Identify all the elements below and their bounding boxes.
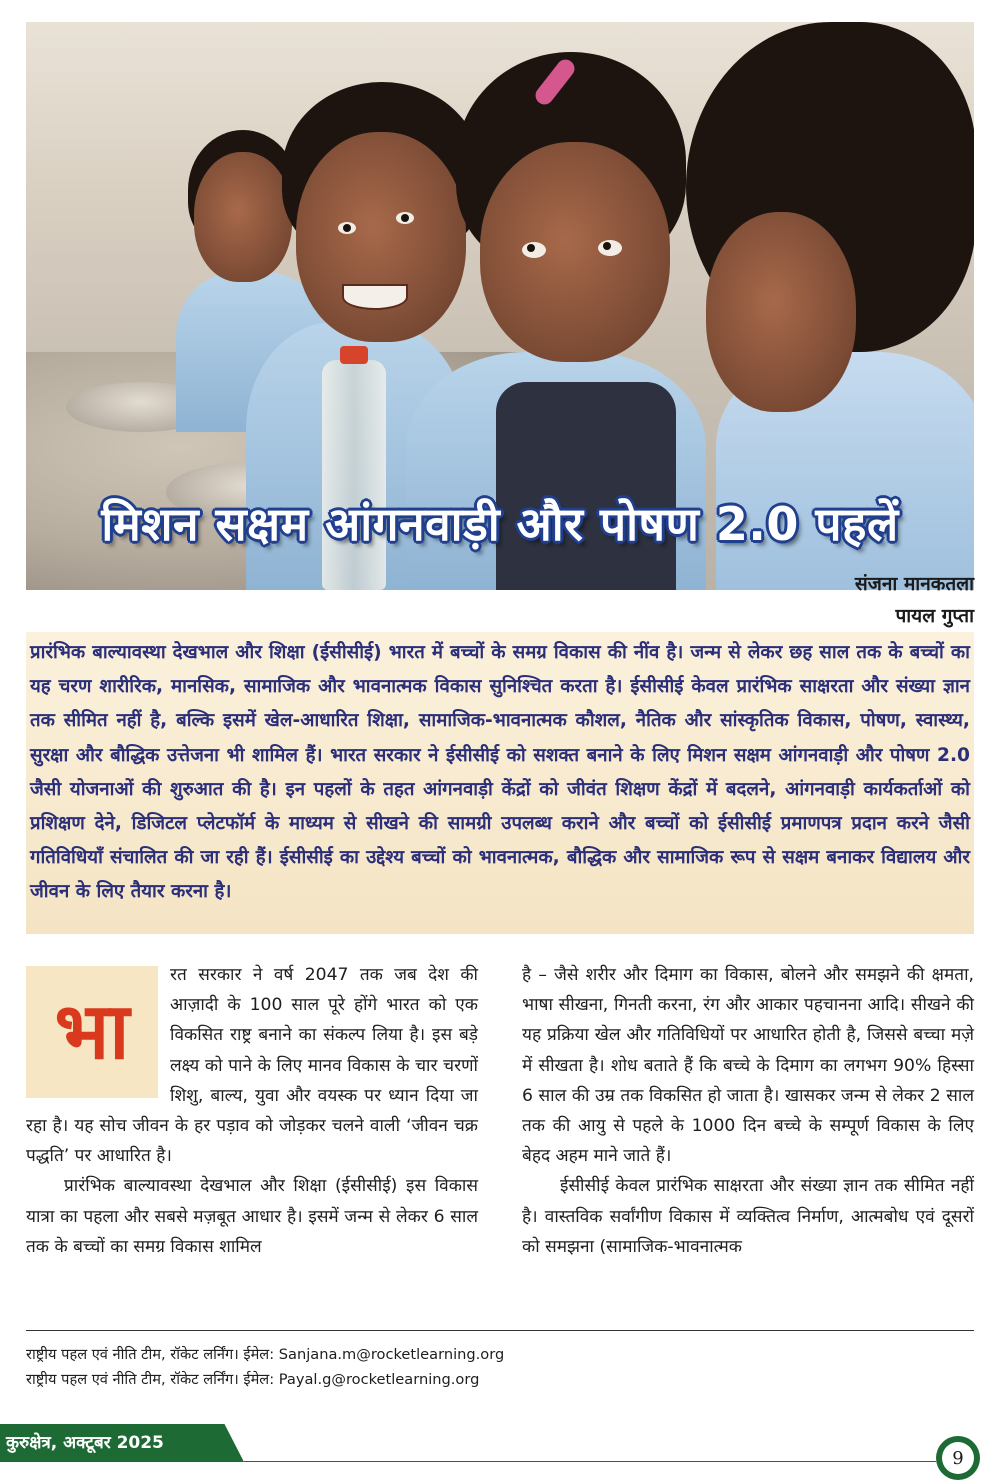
dropcap: भा [54, 987, 130, 1077]
magazine-issue-label: कुरुक्षेत्र, अक्टूबर 2025 [6, 1433, 164, 1453]
footnote: राष्ट्रीय पहल एवं नीति टीम, रॉकेट लर्निंग। ईमेल: Sanjana.m@rocketlearning.org [26, 1346, 505, 1363]
author-name: संजना मानकतला [854, 573, 974, 595]
photo-water-bottle [322, 360, 386, 590]
intro-paragraph: प्रारंभिक बाल्यावस्था देखभाल और शिक्षा (ईसीसीई) भारत में बच्चों के समग्र विकास की नींव है। जन्म से लेकर छह साल तक के बच्चों का यह चरण शारीरिक, मानसिक, सामाजिक और भावनात्मक विकास सुनिश्चित करता है। ईसीसीई केवल प्रारंभिक साक्षरता और संख्या ज्ञान तक सीमित नहीं है, बल्कि इसमें खेल-आधारित शिक्षा, सामाजिक-भावनात्मक कौशल, नैतिक और सांस्कृतिक विकास, पोषण, स्वास्थ्य, सुरक्षा और बौद्धिक उत्तेजना भी शामिल हैं। भारत सरकार ने ईसीसीई को सशक्त बनाने के लिए मिशन सक्षम आंगनवाड़ी और पोषण 2.0 जैसी योजनाओं की शुरुआत की है। इन पहलों के तहत आंगनवाड़ी केंद्रों को जीवंत शिक्षण केंद्रों में बदलने, आंगनवाड़ी कार्यकर्ताओं को प्रशिक्षण देने, डिजिटल प्लेटफॉर्म के माध्यम से सीखने की सामग्री उपलब्ध कराने और बच्चों को ईसीसीई प्रमाणपत्र प्रदान करने जैसी गतिविधियाँ संचालित की जा रही हैं। ईसीसीई का उद्देश्य बच्चों को भावनात्मक, बौद्धिक और सामाजिक रूप से सक्षम बनाकर विद्यालय और जीवन के लिए तैयार करना है। [30, 642, 970, 903]
footnote-divider [26, 1330, 974, 1331]
page-number: 9 [942, 1442, 974, 1474]
footnotes [26, 1342, 504, 1392]
body-column-left [26, 960, 478, 1262]
article-title: मिशन सक्षम आंगनवाड़ी और पोषण 2.0 पहलें [101, 497, 899, 551]
body-paragraph: ईसीसीई केवल प्रारंभिक साक्षरता और संख्या ज्ञान तक सीमित नहीं है। वास्तविक सर्वांगीण विकास में व्यक्तित्व निर्माण, आत्मबोध एवं दूसरों को समझना (सामाजिक-भावनात्मक [522, 1176, 974, 1257]
footer-line [244, 1461, 936, 1462]
body-column-right [522, 960, 974, 1262]
author-byline [855, 568, 974, 632]
dropcap-box [26, 966, 158, 1098]
body-paragraph: प्रारंभिक बाल्यावस्था देखभाल और शिक्षा (ईसीसीई) इस विकास यात्रा का पहला और सबसे मज़बूत आधार है। इसमें जन्म से लेकर 6 साल तक के बच्चों का समग्र विकास शामिल [26, 1176, 478, 1257]
body-paragraph: रत सरकार ने वर्ष 2047 तक जब देश की आज़ादी के 100 साल पूरे होंगे भारत को एक विकसित राष्ट्र बनाने का संकल्प लिया है। इस बड़े लक्ष्य को पाने के लिए मानव विकास के चार चरणों शिशु, बाल्य, युवा और वयस्क पर ध्यान दिया जा रहा है। यह सोच जीवन के हर पड़ाव को जोड़कर चलने वाली ‘जीवन चक्र पद्धति’ पर आधारित है। [26, 965, 478, 1167]
author-name: पायल गुप्ता [895, 605, 974, 627]
footnote: राष्ट्रीय पहल एवं नीति टीम, रॉकेट लर्निंग। ईमेल: Payal.g@rocketlearning.org [26, 1371, 480, 1388]
page-number-badge [936, 1436, 980, 1480]
body-paragraph: है – जैसे शरीर और दिमाग का विकास, बोलने और समझने की क्षमता, भाषा सीखना, गिनती करना, रंग और आकार पहचानना आदि। सीखने की यह प्रक्रिया खेल और गतिविधियों पर आधारित होती है, जिससे बच्चा मज़े में सीखता है। शोध बताते हैं कि बच्चे के दिमाग का लगभग 90% हिस्सा 6 साल की उम्र तक विकसित हो जाता है। खासकर जन्म से लेकर 2 साल तक की आयु से पहले के 1000 दिन बच्चे के सम्पूर्ण विकास के लिए बेहद अहम माने जाते हैं। [522, 965, 974, 1167]
intro-box [26, 632, 974, 934]
